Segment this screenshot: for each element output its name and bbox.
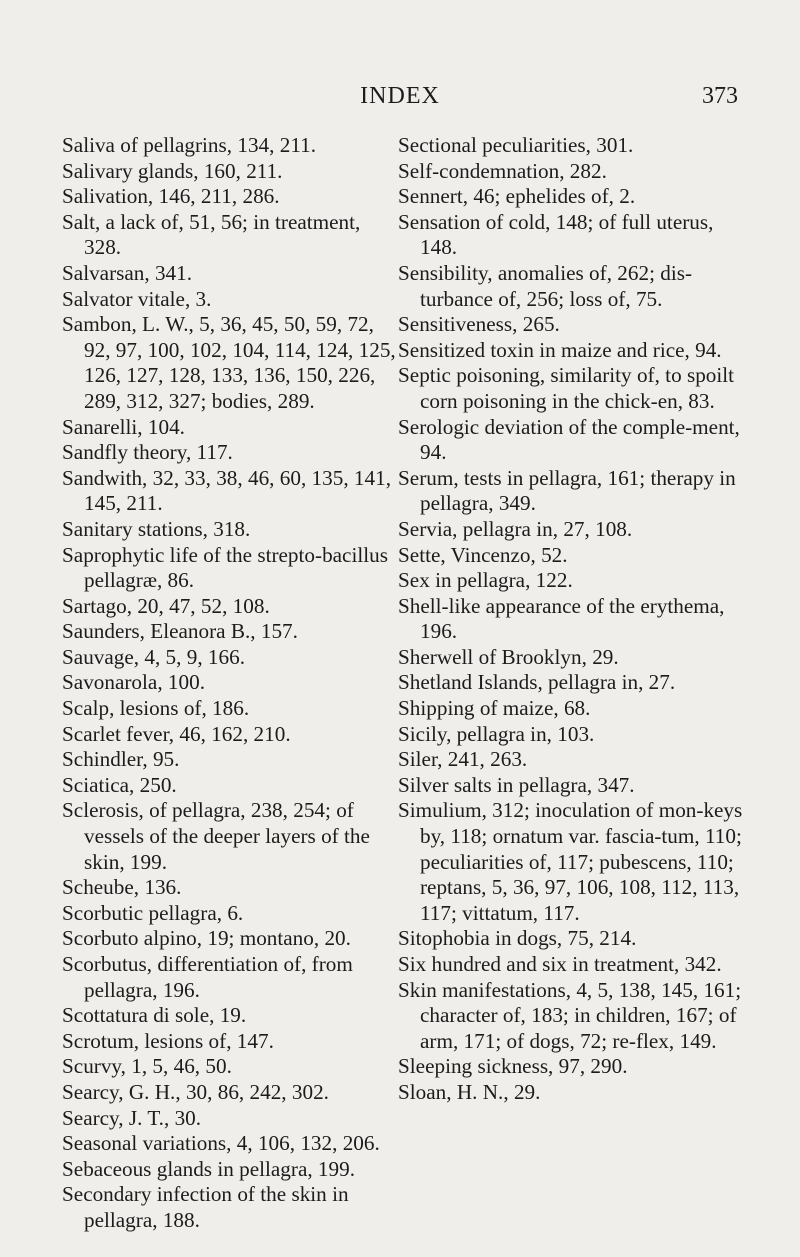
index-entry: Self-condemnation, 282. bbox=[398, 158, 607, 183]
right-index-column bbox=[398, 133, 743, 1106]
index-entry: Scurvy, 1, 5, 46, 50. bbox=[62, 1054, 232, 1079]
index-entry: Septic poisoning, similarity of, to spoilt corn poisoning in the chick-en, 83. bbox=[398, 363, 735, 413]
index-entry: Savonarola, 100. bbox=[62, 670, 205, 695]
index-entry: Sandwith, 32, 33, 38, 46, 60, 135, 141, 145, 211. bbox=[62, 465, 391, 516]
index-entry: Sitophobia in dogs, 75, 214. bbox=[398, 926, 637, 951]
index-entry: Sette, Vincenzo, 52. bbox=[398, 542, 568, 567]
index-entry: Servia, pellagra in, 27, 108. bbox=[398, 516, 633, 541]
index-entry: Scorbuto alpino, 19; montano, 20. bbox=[62, 926, 351, 951]
index-entry: Scrotum, lesions of, 147. bbox=[62, 1028, 274, 1053]
index-entry: Sensitiveness, 265. bbox=[398, 312, 560, 337]
index-entry: Salvator vitale, 3. bbox=[62, 286, 212, 311]
index-entry: Sensibility, anomalies of, 262; dis-turbance of, 256; loss of, 75. bbox=[398, 260, 693, 311]
page-number: 373 bbox=[702, 83, 738, 109]
index-entry: Searcy, J. T., 30. bbox=[62, 1105, 202, 1130]
index-entry: Sennert, 46; ephelides of, 2. bbox=[398, 184, 636, 209]
index-entry: Scarlet fever, 46, 162, 210. bbox=[62, 721, 291, 746]
index-entry: Scheube, 136. bbox=[62, 875, 182, 900]
page-title: INDEX bbox=[360, 83, 440, 109]
index-entry: Sleeping sickness, 97, 290. bbox=[398, 1054, 628, 1079]
index-entry: Silver salts in pellagra, 347. bbox=[398, 772, 635, 797]
index-entry: Sensation of cold, 148; of full uterus, 148. bbox=[398, 209, 714, 260]
index-entry: Sclerosis, of pellagra, 238, 254; of vessels of the deeper layers of the skin, 199. bbox=[62, 798, 370, 874]
index-entry: Six hundred and six in treatment, 342. bbox=[398, 952, 722, 976]
page-header bbox=[0, 83, 800, 113]
index-entry: Serologic deviation of the comple-ment, 94. bbox=[398, 414, 740, 465]
index-entry: Saunders, Eleanora B., 157. bbox=[62, 619, 298, 644]
index-entry: Sanitary stations, 318. bbox=[62, 516, 251, 541]
index-entry: Sensitized toxin in maize and rice, 94. bbox=[398, 337, 722, 362]
index-entry: Sambon, L. W., 5, 36, 45, 50, 59, 72, 92, 97, 100, 102, 104, 114, 124, 125, 126, 127, 128, 133, 136, 150, 226, 289, 312, 327; bodies, 289. bbox=[62, 312, 396, 413]
index-entry: Sex in pellagra, 122. bbox=[398, 568, 573, 593]
index-entry: Simulium, 312; inoculation of mon-keys by, 118; ornatum var. fascia-tum, 110; peculiarities of, 117; pubescens, 110; reptans, 5, 36, 97, 106, 108, 112, 113, 117; vittatum, 117. bbox=[398, 798, 743, 925]
index-entry: Searcy, G. H., 30, 86, 242, 302. bbox=[62, 1079, 329, 1104]
index-entry: Sauvage, 4, 5, 9, 166. bbox=[62, 644, 246, 669]
index-entry: Siler, 241, 263. bbox=[398, 747, 528, 772]
index-entry: Sanarelli, 104. bbox=[62, 414, 185, 439]
index-entry: Salivary glands, 160, 211. bbox=[62, 158, 283, 183]
index-entry: Scorbutus, differentiation of, from pellagra, 196. bbox=[62, 952, 353, 1002]
index-entry: Sciatica, 250. bbox=[62, 772, 177, 797]
index-entry: Sebaceous glands in pellagra, 199. bbox=[62, 1156, 356, 1181]
index-entry: Saliva of pellagrins, 134, 211. bbox=[62, 133, 317, 157]
index-entry: Saprophytic life of the strepto-bacillus pellagræ, 86. bbox=[62, 542, 388, 593]
left-index-column bbox=[62, 133, 402, 1234]
index-entry: Shipping of maize, 68. bbox=[398, 696, 591, 721]
index-entry: Salvarsan, 341. bbox=[62, 260, 193, 285]
index-entry: Sandfly theory, 117. bbox=[62, 440, 233, 465]
index-entry: Sloan, H. N., 29. bbox=[398, 1079, 541, 1104]
index-entry: Serum, tests in pellagra, 161; therapy in pellagra, 349. bbox=[398, 465, 736, 516]
index-entry: Skin manifestations, 4, 5, 138, 145, 161; character of, 183; in children, 167; of arm, 171; of dogs, 72; re-flex, 149. bbox=[398, 977, 742, 1053]
index-entry: Seasonal variations, 4, 106, 132, 206. bbox=[62, 1131, 380, 1156]
index-entry: Sectional peculiarities, 301. bbox=[398, 133, 634, 157]
index-entry: Sartago, 20, 47, 52, 108. bbox=[62, 593, 270, 618]
index-entry: Salivation, 146, 211, 286. bbox=[62, 184, 280, 209]
index-entry: Salt, a lack of, 51, 56; in treatment, 328. bbox=[62, 209, 361, 260]
index-entry: Scorbutic pellagra, 6. bbox=[62, 900, 244, 925]
index-entry: Sicily, pellagra in, 103. bbox=[398, 721, 595, 746]
index-entry: Shell-like appearance of the erythema, 196. bbox=[398, 593, 725, 644]
index-entry: Scalp, lesions of, 186. bbox=[62, 696, 250, 721]
index-entry: Shetland Islands, pellagra in, 27. bbox=[398, 670, 676, 695]
index-entry: Scottatura di sole, 19. bbox=[62, 1003, 247, 1028]
index-entry: Sherwell of Brooklyn, 29. bbox=[398, 644, 619, 669]
index-entry: Secondary infection of the skin in pellagra, 188. bbox=[62, 1182, 349, 1232]
index-entry: Schindler, 95. bbox=[62, 747, 180, 772]
